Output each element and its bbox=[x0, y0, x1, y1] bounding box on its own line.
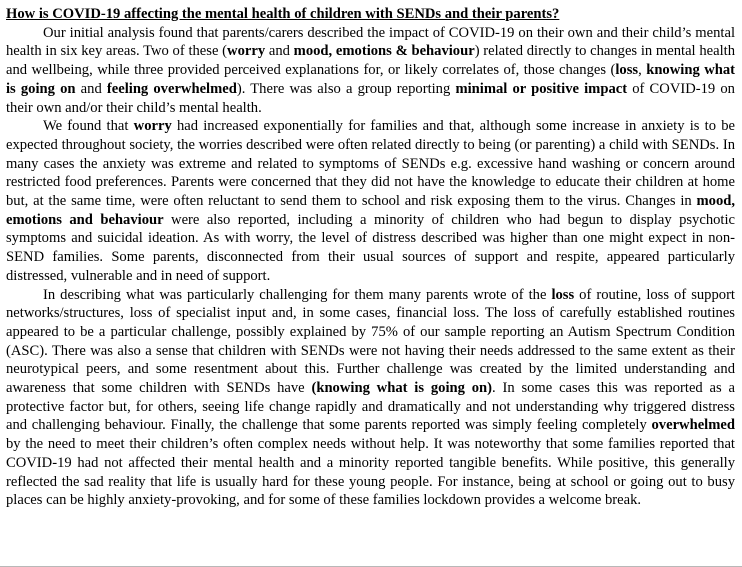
body-text: In describing what was particularly challenging for them many parents wrote of the bbox=[43, 286, 552, 303]
body-text: and bbox=[75, 80, 107, 97]
emphasis-text: (knowing what is going on) bbox=[311, 380, 493, 397]
body-text: were also reported, including a minority of children who had begun to display psychotic symptoms and suicidal ideation. As with worry, the level of distress described was higher than one might expect in non-SEND families. Some parents, disconnected from their usual sources of support and respite, appeared particularly distressed, vulnerable and in need of support. bbox=[6, 211, 735, 284]
emphasis-text: overwhelmed bbox=[651, 417, 735, 434]
body-text: of routine, loss of support networks/structures, loss of specialist input and, in some cases, financial loss. The loss of carefully established routines appeared to be a particular challenge, possibly explained by 75% of our sample reporting an Autism Spectrum Condition (ASC). There was also a sense that children with SENDs were not having their needs addressed to the same extent as their neurotypical peers, and some resentment about this. Further challenge was created by the limited understanding and awareness that some children with SENDs have bbox=[6, 286, 735, 397]
emphasis-text: loss bbox=[615, 62, 639, 79]
emphasis-text: worry bbox=[227, 43, 266, 60]
emphasis-text: loss bbox=[551, 286, 575, 303]
body-text: and bbox=[265, 43, 294, 60]
document-body bbox=[6, 24, 735, 510]
body-text: . In some cases this was reported as a protective factor but, for others, seeing life change rapidly and dramatically and not understanding why triggered distress and challenging behaviour. Finally, the challenge that some parents reported was simply feeling completely bbox=[6, 380, 735, 434]
body-text: , bbox=[638, 62, 647, 79]
document-title: How is COVID-19 affecting the mental health of children with SENDs and their parents? bbox=[6, 6, 560, 22]
emphasis-text: minimal or positive impact bbox=[455, 80, 628, 97]
body-text: Our initial analysis found that parents/carers described the impact of COVID-19 on their own and their child’s mental health in six key areas. Two of these ( bbox=[6, 24, 735, 60]
emphasis-text: knowing what is going on bbox=[6, 62, 736, 97]
paragraph bbox=[6, 24, 735, 118]
body-text: We found that bbox=[43, 118, 134, 135]
paragraph bbox=[6, 286, 735, 510]
emphasis-text: worry bbox=[133, 118, 172, 135]
body-text: had increased exponentially for families and that, although some increase in anxiety is to be expected throughout society, the worries described were often related directly to being (or parenting) a child with SENDs. In many cases the anxiety was extreme and related to symptoms of SENDs e.g. excessive hand washing or concern around restricted food preferences. Parents were concerned that they did not have the knowledge to educate their children at home but, at the same time, were often reluctant to send them to school and risk exposing them to the virus. Changes in bbox=[6, 118, 735, 210]
body-text: by the need to meet their children’s often complex needs without help. It was noteworthy that some families reported that COVID-19 had not affected their mental health and a minority reported tangible benefits. While positive, this generally reflected the sad reality that life is usually hard for these young people. For instance, being at school or going out to busy places can be highly anxiety-provoking, and for some of these families lockdown provides a welcome break. bbox=[6, 436, 735, 509]
body-text: of COVID-19 on their own and/or their child’s mental health. bbox=[6, 80, 735, 116]
emphasis-text: mood, emotions and behaviour bbox=[6, 193, 735, 228]
body-text: ). There was also a group reporting bbox=[236, 80, 456, 97]
paragraph bbox=[6, 117, 735, 285]
emphasis-text: feeling overwhelmed bbox=[106, 80, 237, 97]
emphasis-text: mood, emotions & behaviour bbox=[293, 43, 475, 60]
body-text: ) related directly to changes in mental health and wellbeing, while three provided perceived explanations for, or likely correlates of, those changes ( bbox=[6, 43, 736, 79]
